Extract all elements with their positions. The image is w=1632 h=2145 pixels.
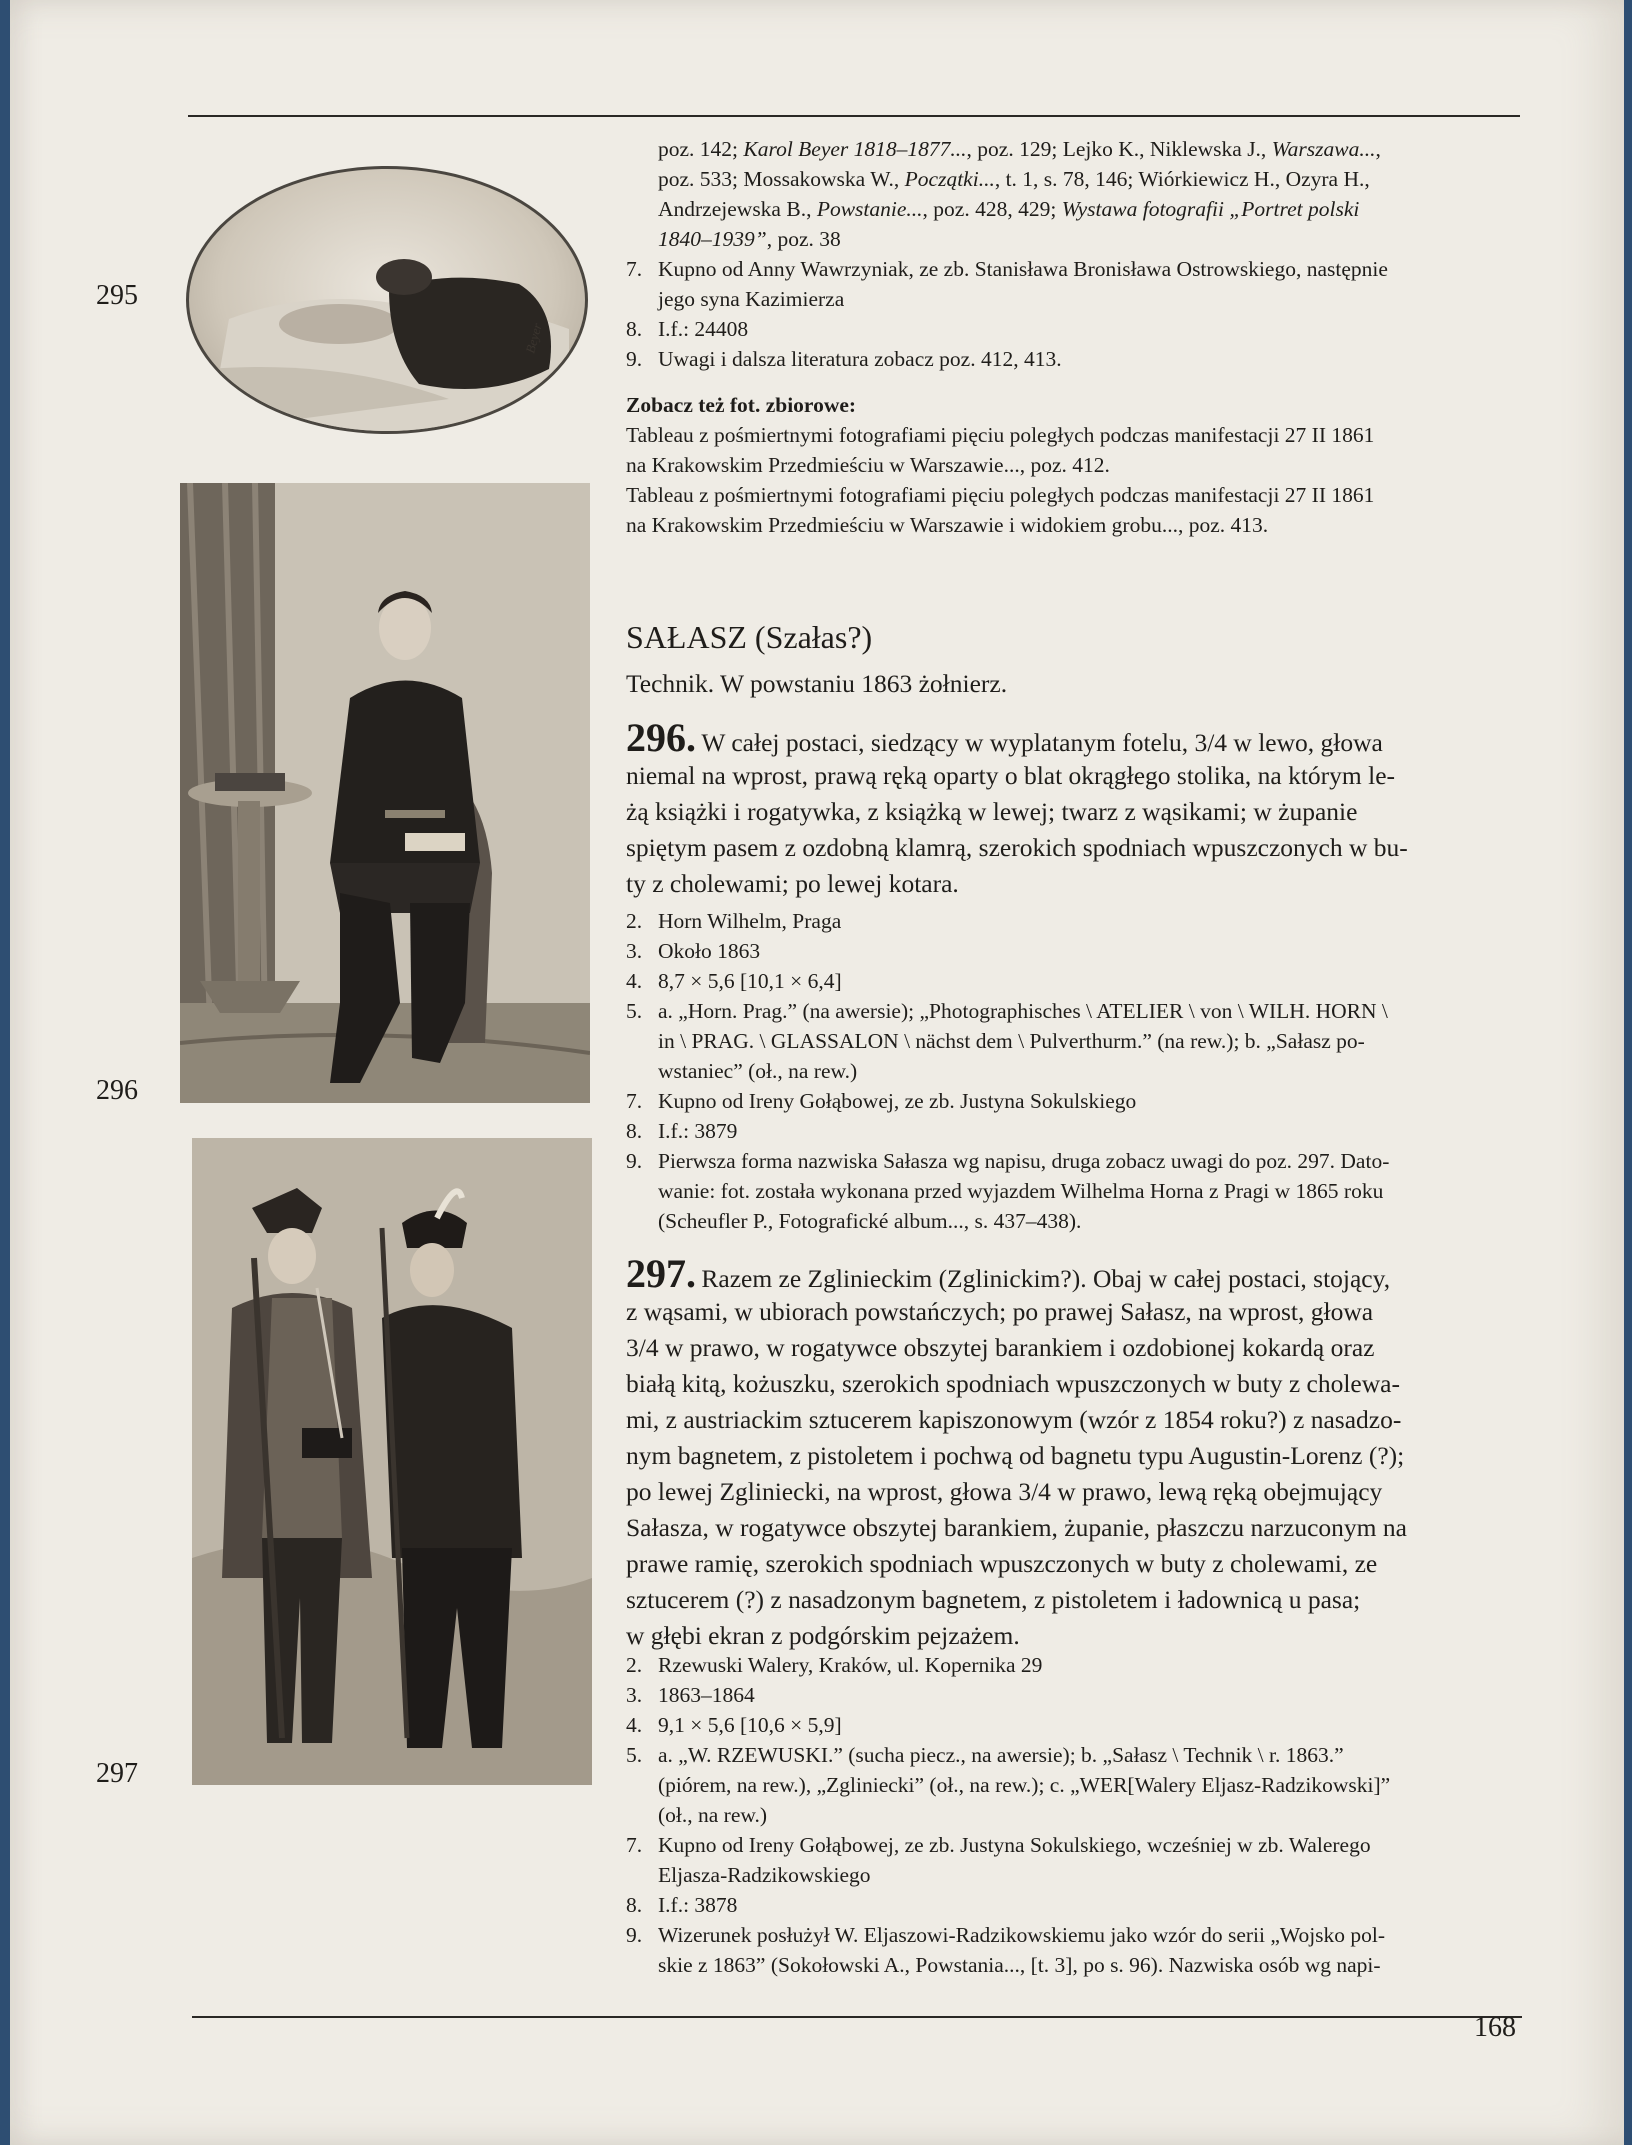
photo-295-oval bbox=[186, 166, 588, 434]
item-text: I.f.: 24408 bbox=[658, 317, 749, 341]
photo-297 bbox=[192, 1138, 592, 1785]
page-number: 168 bbox=[1474, 2012, 1516, 2043]
item-number: 9. bbox=[626, 1149, 643, 1173]
entry-description-line: białą kitą, kożuszku, szerokich spodniach wpuszczonych w buty z cholewa- bbox=[626, 1369, 1400, 1398]
entry-description: Razem ze Zglinieckim (Zglinickim?). Obaj w całej postaci, stojący, bbox=[701, 1264, 1391, 1293]
item-text: Uwagi i dalsza literatura zobacz poz. 412, 413. bbox=[658, 347, 1062, 371]
item-text: Kupno od Anny Wawrzyniak, ze zb. Stanisława Bronisława Ostrowskiego, następnie bbox=[658, 257, 1388, 281]
item-text: wanie: fot. została wykonana przed wyjazdem Wilhelma Horna z Pragi w 1865 roku bbox=[658, 1179, 1384, 1203]
item-text: Rzewuski Walery, Kraków, ul. Kopernika 29 bbox=[658, 1653, 1043, 1677]
item-number: 9. bbox=[626, 1923, 643, 1947]
item-text: Wizerunek posłużył W. Eljaszowi-Radzikowskiemu jako wzór do serii „Wojsko pol- bbox=[658, 1923, 1386, 1947]
person-description: Technik. W powstaniu 1863 żołnierz. bbox=[626, 669, 1008, 698]
entry-number: 296. bbox=[626, 715, 696, 760]
photo-296 bbox=[180, 483, 590, 1103]
top-rule bbox=[188, 115, 1520, 117]
item-text: in \ PRAG. \ GLASSALON \ nächst dem \ Pulverthurm.” (na rew.); b. „Sałasz po- bbox=[658, 1029, 1365, 1053]
entry-description-line: w głębi ekran z podgórskim pejzażem. bbox=[626, 1621, 1020, 1650]
item-number: 5. bbox=[626, 999, 643, 1023]
item-text: I.f.: 3879 bbox=[658, 1119, 738, 1143]
item-number: 5. bbox=[626, 1743, 643, 1767]
item-text: a. „Horn. Prag.” (na awersie); „Photographisches \ ATELIER \ von \ WILH. HORN \ bbox=[658, 999, 1388, 1023]
literature-line: poz. 142; Karol Beyer 1818–1877..., poz. 129; Lejko K., Niklewska J., Warszawa..., bbox=[658, 137, 1381, 161]
item-text: 8,7 × 5,6 [10,1 × 6,4] bbox=[658, 969, 842, 993]
item-number: 8. bbox=[626, 317, 643, 341]
entry-description-line: ty z cholewami; po lewej kotara. bbox=[626, 869, 959, 898]
entry-description: W całej postaci, siedzący w wyplatanym fotelu, 3/4 w lewo, głowa bbox=[701, 728, 1383, 757]
figure-number-295: 295 bbox=[96, 280, 138, 311]
seated-soldier-image bbox=[180, 483, 590, 1103]
item-number: 8. bbox=[626, 1119, 643, 1143]
entry-description-line: nym bagnetem, z pistoletem i pochwą od bagnetu typu Augustin-Lorenz (?); bbox=[626, 1441, 1405, 1470]
item-text: wstaniec” (oł., na rew.) bbox=[658, 1059, 858, 1083]
see-also-line: na Krakowskim Przedmieściu w Warszawie i widokiem grobu..., poz. 413. bbox=[626, 513, 1269, 537]
item-text: Pierwsza forma nazwiska Sałasza wg napisu, druga zobacz uwagi do poz. 297. Dato- bbox=[658, 1149, 1390, 1173]
bottom-rule bbox=[192, 2016, 1522, 2018]
item-text: 1863–1864 bbox=[658, 1683, 755, 1707]
see-also-line: Tableau z pośmiertnymi fotografiami pięciu poległych podczas manifestacji 27 II 1861 bbox=[626, 483, 1375, 507]
item-number: 7. bbox=[626, 1089, 643, 1113]
item-number: 2. bbox=[626, 909, 643, 933]
entry-description-line: prawe ramię, szerokich spodniach wpuszczonych w buty z cholewami, ze bbox=[626, 1549, 1378, 1578]
item-text: I.f.: 3878 bbox=[658, 1893, 738, 1917]
entry-description-line: niemal na wprost, prawą ręką oparty o blat okrągłego stolika, na którym le- bbox=[626, 761, 1396, 790]
item-number: 4. bbox=[626, 1713, 643, 1737]
item-number: 9. bbox=[626, 347, 643, 371]
item-number: 7. bbox=[626, 257, 643, 281]
figure-number-296: 296 bbox=[96, 1075, 138, 1106]
see-also-heading: Zobacz też fot. zbiorowe: bbox=[626, 393, 857, 417]
item-text: (oł., na rew.) bbox=[658, 1803, 768, 1827]
literature-line: 1840–1939”, poz. 38 bbox=[658, 227, 841, 251]
item-text: (Scheufler P., Fotografické album..., s. 437–438). bbox=[658, 1209, 1082, 1233]
item-text: skie z 1863” (Sokołowski A., Powstania..., [t. 3], po s. 96). Nazwiska osób wg napi- bbox=[658, 1953, 1381, 1977]
entry-description-line: z wąsami, w ubiorach powstańczych; po prawej Sałasz, na wprost, głowa bbox=[626, 1297, 1374, 1326]
item-text: (piórem, na rew.), „Zgliniecki” (oł., na rew.); c. „WER[Walery Eljasz-Radzikowski]” bbox=[658, 1773, 1391, 1797]
item-text: Horn Wilhelm, Praga bbox=[658, 909, 842, 933]
entry-description-line: żą książki i rogatywka, z książką w lewej; twarz z wąsikami; w żupanie bbox=[626, 797, 1358, 826]
figure-number-297: 297 bbox=[96, 1758, 138, 1789]
entry-description-line: Sałasza, w rogatywce obszytej barankiem, żupanie, płaszczu narzuconym na bbox=[626, 1513, 1407, 1542]
literature-line: poz. 533; Mossakowska W., Początki..., t. 1, s. 78, 146; Wiórkiewicz H., Ozyra H., bbox=[658, 167, 1370, 191]
person-name: SAŁASZ (Szałas?) bbox=[626, 619, 873, 655]
item-text: Kupno od Ireny Gołąbowej, ze zb. Justyna Sokulskiego, wcześniej w zb. Walerego bbox=[658, 1833, 1371, 1857]
entry-description-line: mi, z austriackim sztucerem kapiszonowym (wzór z 1854 roku?) z nasadzo- bbox=[626, 1405, 1402, 1434]
item-number: 3. bbox=[626, 1683, 643, 1707]
item-number: 2. bbox=[626, 1653, 643, 1677]
entry-number: 297. bbox=[626, 1251, 696, 1296]
item-number: 7. bbox=[626, 1833, 643, 1857]
book-page bbox=[10, 0, 1624, 2145]
two-insurgents-image bbox=[192, 1138, 592, 1785]
item-text: Około 1863 bbox=[658, 939, 761, 963]
item-text: a. „W. RZEWUSKI.” (sucha piecz., na awersie); b. „Sałasz \ Technik \ r. 1863.” bbox=[658, 1743, 1344, 1767]
entry-description-line: spiętym pasem z ozdobną klamrą, szerokich spodniach wpuszczonych w bu- bbox=[626, 833, 1408, 862]
entry-description-line: 3/4 w prawo, w rogatywce obszytej barankiem i ozdobionej kokardą oraz bbox=[626, 1333, 1375, 1362]
item-number: 8. bbox=[626, 1893, 643, 1917]
post-mortem-figure-image bbox=[189, 169, 585, 431]
entry-description-line: sztucerem (?) z nasadzonym bagnetem, z pistoletem i ładownicą u pasa; bbox=[626, 1585, 1361, 1614]
item-text: jego syna Kazimierza bbox=[658, 287, 845, 311]
entry-description-line: po lewej Zgliniecki, na wprost, głowa 3/4 w prawo, lewą ręką obejmujący bbox=[626, 1477, 1383, 1506]
photographer-signature: Beyer bbox=[522, 321, 545, 355]
item-number: 4. bbox=[626, 969, 643, 993]
item-text: 9,1 × 5,6 [10,6 × 5,9] bbox=[658, 1713, 842, 1737]
item-text: Eljasza-Radzikowskiego bbox=[658, 1863, 871, 1887]
see-also-line: Tableau z pośmiertnymi fotografiami pięciu poległych podczas manifestacji 27 II 1861 bbox=[626, 423, 1375, 447]
item-text: Kupno od Ireny Gołąbowej, ze zb. Justyna Sokulskiego bbox=[658, 1089, 1137, 1113]
literature-line: Andrzejewska B., Powstanie..., poz. 428, 429; Wystawa fotografii „Portret polski bbox=[658, 197, 1360, 221]
item-number: 3. bbox=[626, 939, 643, 963]
see-also-line: na Krakowskim Przedmieściu w Warszawie..., poz. 412. bbox=[626, 453, 1110, 477]
